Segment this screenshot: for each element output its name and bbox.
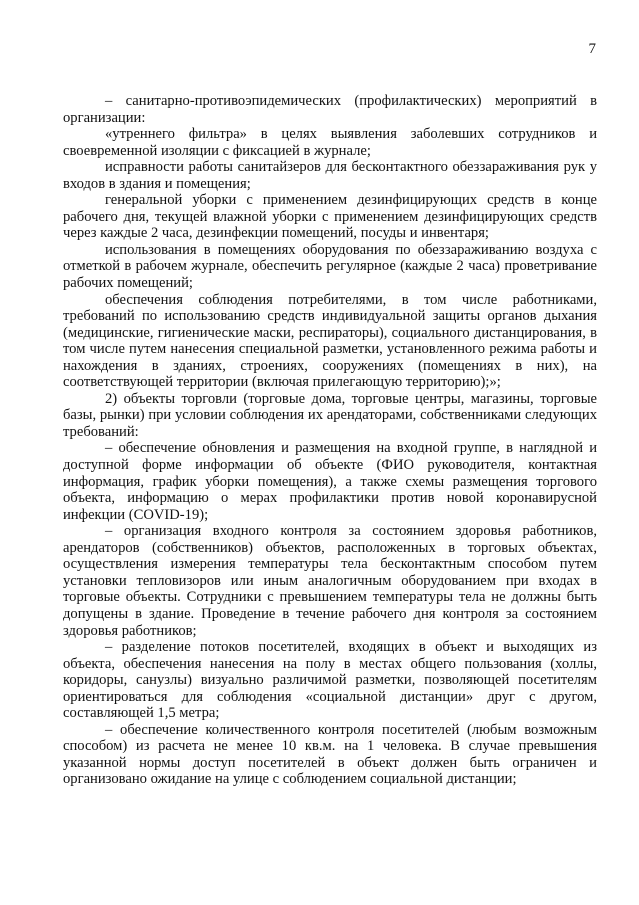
paragraph-sanitary-measures: – санитарно-противоэпидемических (профилактических) мероприятий в организации: [63,93,597,126]
paragraph-entrance-information: – обеспечение обновления и размещения на входной группе, в наглядной и доступной форме информации об объекте (ФИО руководителя, контактная информация, график уборки помещения), а также схемы размещения торгового объекта, информацию о мерах профилактики против новой коронавирусной инфекции (COVID-19); [63,440,597,523]
document-body [63,93,597,788]
paragraph-ppe-requirements: обеспечения соблюдения потребителями, в том числе работниками, требований по использованию средств индивидуальной защиты органов дыхания (медицинские, гигиенические маски, респираторы), социального дистанцирования, в том числе путем нанесения специальной разметки, установленного режима работы и нахождения в зданиях, строениях, сооружениях (помещениях в них), на соответствующей территории (включая прилегающую территорию);»; [63,291,597,391]
paragraph-morning-filter: «утреннего фильтра» в целях выявления заболевших сотрудников и своевременной изоляции с фиксацией в журнале; [63,126,597,159]
page-number: 7 [588,41,596,57]
paragraph-trade-objects: 2) объекты торговли (торговые дома, торговые центры, магазины, торговые базы, рынки) при условии соблюдения их арендаторами, собственниками следующих требований: [63,390,597,440]
paragraph-general-cleaning: генеральной уборки с применением дезинфицирующих средств в конце рабочего дня, текущей влажной уборки с применением дезинфицирующих средств через каждые 2 часа, дезинфекции помещений, посуды и инвентаря; [63,192,597,242]
paragraph-health-control: – организация входного контроля за состоянием здоровья работников, арендаторов (собственников) объектов, расположенных в торговых объектах, осуществления измерения температуры тела бесконтактным способом путем установки тепловизоров или иным аналогичным оборудованием при входах в торговые объекты. Сотрудники с превышением температуры тела не должны быть допущены в здание. Проведение в течение рабочего дня контроля за состоянием здоровья работников; [63,523,597,639]
paragraph-air-disinfection: использования в помещениях оборудования по обеззараживанию воздуха с отметкой в рабочем журнале, обеспечить регулярное (каждые 2 часа) проветривание рабочих помещений; [63,241,597,292]
paragraph-sanitizers: исправности работы санитайзеров для бесконтактного обеззараживания рук у входов в здания и помещения; [63,159,597,192]
paragraph-visitor-flow: – разделение потоков посетителей, входящих в объект и выходящих из объекта, обеспечения нанесения на полу в местах общего пользования (холлы, коридоры, санузлы) визуально различимой разметки, позволяющей посетителям ориентироваться для соблюдения «социальной дистанции» друг с другом, составляющей 1,5 метра; [63,639,597,722]
paragraph-visitor-count: – обеспечение количественного контроля посетителей (любым возможным способом) из расчета не менее 10 кв.м. на 1 человека. В случае превышения указанной нормы доступ посетителей в объект должен быть ограничен и организовано ожидание на улице с соблюдением социальной дистанции; [63,721,597,788]
